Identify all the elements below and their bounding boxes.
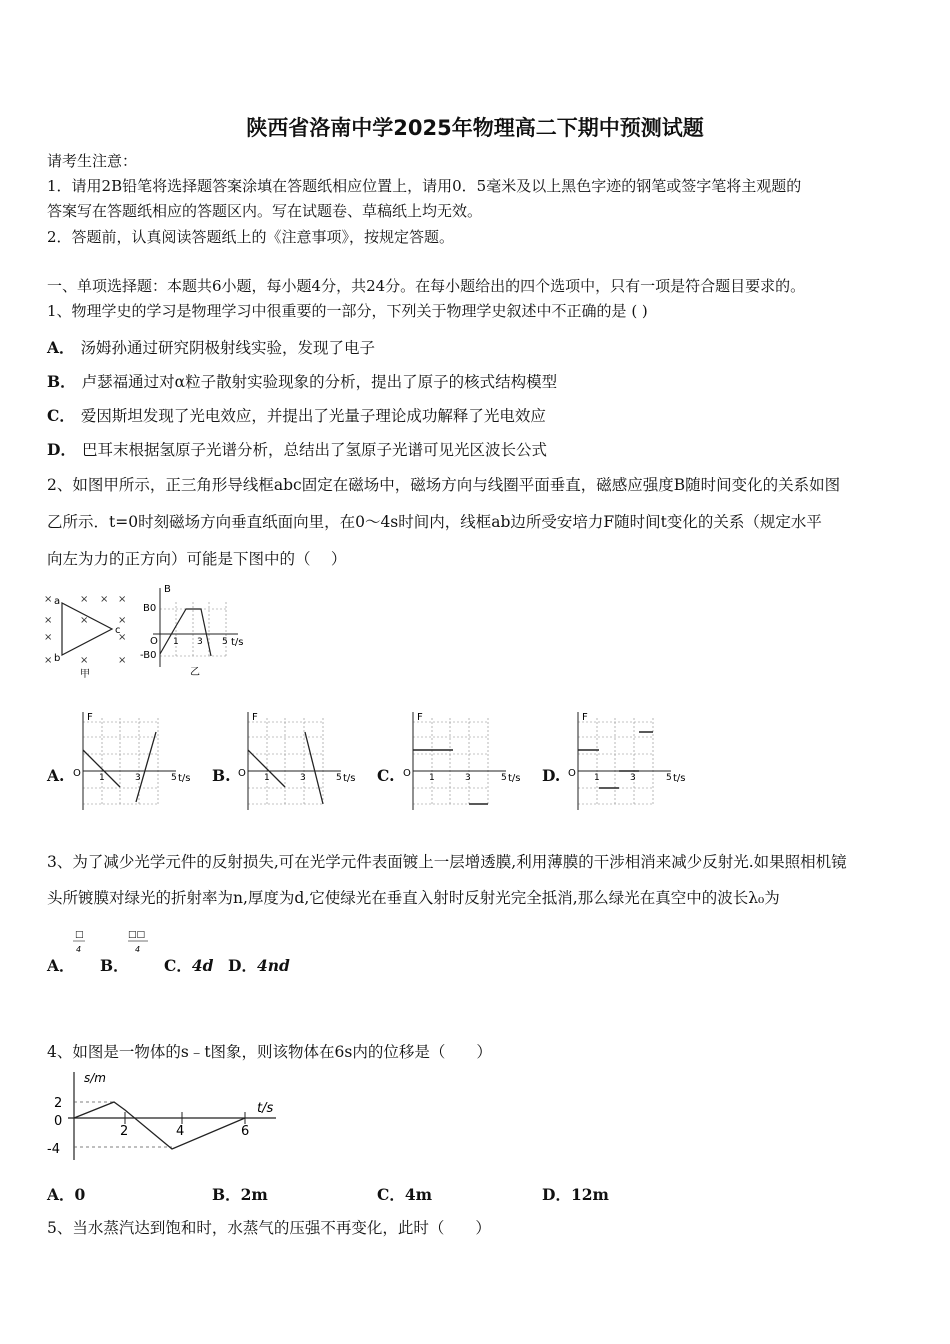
question-1-option-b [47, 370, 557, 392]
option-text: 4m [404, 1185, 433, 1204]
question-1-option-d [47, 438, 547, 460]
axis-label-t: t/s [673, 773, 686, 784]
tick-5: 5 [666, 773, 672, 783]
option-a-graph [68, 710, 208, 815]
axis-label-f: F [87, 712, 93, 723]
option-text: 卢瑟福通过对α粒子散射实验现象的分析，提出了原子的核式结构模型 [81, 373, 558, 391]
tick-1: 1 [99, 773, 105, 783]
option-text: 4nd [256, 956, 290, 975]
notice-heading: 请考生注意： [47, 152, 138, 170]
cross-mark: × [118, 615, 127, 626]
axis-label-b: B [164, 584, 171, 595]
notice-item-1-line-2: 答案写在答题纸相应的答题区内。写在试题卷、草稿纸上均无效。 [47, 202, 483, 220]
tick-y-2: 2 [54, 1096, 63, 1111]
question-3-line-2: 头所镀膜对绿光的折射率为n,厚度为d,它使绿光在垂直入射时反射光完全抵消,那么绿光在真空中的波长λ₀为 [47, 889, 780, 907]
section-heading: 一、单项选择题：本题共6小题，每小题4分，共24分。在每小题给出的四个选项中，只有一项是符合题目要求的。 [47, 277, 806, 295]
tick-1: 1 [594, 773, 600, 783]
tick-3: 3 [630, 773, 636, 783]
tick-1: 1 [429, 773, 435, 783]
option-b-graph [233, 710, 373, 815]
cross-mark: × [118, 655, 127, 666]
axis-label-t: t/s [231, 637, 244, 648]
cross-mark: × [80, 615, 89, 626]
option-text: 爱因斯坦发现了光电效应，并提出了光量子理论成功解释了光电效应 [80, 407, 546, 425]
question-2-option-b-label: B. [212, 766, 231, 785]
option-label: C． [377, 1185, 405, 1204]
tick-y-0: 0 [54, 1114, 63, 1129]
label-b0: B0 [143, 603, 157, 614]
fraction-numerator: □ [75, 930, 84, 940]
option-text: 0 [74, 1185, 86, 1204]
origin-label: O [568, 768, 576, 779]
tick-3: 3 [197, 637, 203, 647]
option-label: B． [47, 372, 76, 391]
tick-x-2: 2 [120, 1124, 129, 1139]
fraction-numerator: □□ [128, 930, 146, 940]
tick-3: 3 [465, 773, 471, 783]
question-3-option-b-label: B． [100, 956, 129, 975]
cross-mark: × [44, 615, 53, 626]
option-text: 2m [240, 1185, 268, 1204]
displacement-curve [74, 1102, 245, 1149]
question-2-option-d-label: D. [542, 766, 561, 785]
question-4-option-b [212, 1183, 268, 1205]
tick-1: 1 [173, 637, 179, 647]
axis-label-f: F [417, 712, 423, 723]
option-label: A． [47, 1185, 75, 1204]
option-c-graph [398, 710, 538, 815]
question-2-line-2: 乙所示．t=0时刻磁场方向垂直纸面向里，在0～4s时间内，线框ab边所受安培力F随时间t变化的关系（规定水平 [47, 513, 822, 531]
cross-mark: × [80, 655, 89, 666]
question-4-option-d [542, 1183, 609, 1205]
question-3-option-d [228, 954, 290, 976]
tick-3: 3 [135, 773, 141, 783]
tick-5: 5 [171, 773, 177, 783]
tick-x-4: 4 [176, 1124, 185, 1139]
question-3-option-c [164, 954, 213, 976]
tick-1: 1 [264, 773, 270, 783]
figure-yi [138, 582, 258, 677]
origin-label: O [238, 768, 246, 779]
label-neg-b0: -B0 [140, 650, 157, 661]
option-text: 巴耳末根据氢原子光谱分析，总结出了氢原子光谱可见光区波长公式 [81, 441, 547, 459]
option-label: C． [47, 406, 75, 425]
triangle-frame [62, 603, 112, 655]
cross-mark: × [44, 655, 53, 666]
notice-item-1-line-1: 1．请用2B铅笔将选择题答案涂填在答题纸相应位置上，请用0．5毫米及以上黑色字迹的钢笔或签字笔将主观题的 [47, 177, 802, 195]
option-label: A． [47, 338, 75, 357]
question-4-stem: 4、如图是一物体的s﹣t图象，则该物体在6s内的位移是（ ） [47, 1043, 492, 1061]
axis-label-t: t/s [508, 773, 521, 784]
cross-mark: × [80, 594, 89, 605]
question-2-line-1: 2、如图甲所示，正三角形导线框abc固定在磁场中，磁场方向与线圈平面垂直，磁感应强度B随时间变化的关系如图 [47, 476, 841, 494]
caption-jia: 甲 [80, 669, 90, 680]
notice-item-2: 2．答题前，认真阅读答题纸上的《注意事项》，按规定答题。 [47, 228, 455, 246]
fraction-denominator: 4 [135, 945, 141, 954]
vertex-c: c [115, 625, 121, 636]
question-4-option-a [47, 1183, 85, 1205]
origin-label: O [150, 636, 158, 647]
st-graph [44, 1068, 294, 1163]
question-3-line-1: 3、为了减少光学元件的反射损失,可在光学元件表面镀上一层增透膜,利用薄膜的干涉相消来减少反射光.如果照相机镜 [47, 853, 847, 871]
cross-mark: × [100, 594, 109, 605]
question-2-line-3: 向左为力的正方向）可能是下图中的（ ） [47, 550, 347, 568]
option-label: B． [212, 1185, 241, 1204]
question-4-option-c [377, 1183, 432, 1205]
option-text: 汤姆孙通过研究阴极射线实验，发现了电子 [80, 339, 376, 357]
axis-label-s: s/m [84, 1071, 106, 1085]
cross-mark: × [44, 632, 53, 643]
axis-label-f: F [582, 712, 588, 723]
figure-jia [40, 585, 135, 680]
option-label: D． [542, 1185, 571, 1204]
cross-mark: × [44, 594, 53, 605]
question-1-option-c [47, 404, 546, 426]
tick-x-6: 6 [241, 1124, 250, 1139]
option-text: 4d [191, 956, 214, 975]
tick-3: 3 [300, 773, 306, 783]
question-3-option-a-label: A． [47, 956, 75, 975]
option-b-fraction [127, 927, 151, 957]
axis-label-t: t/s [257, 1101, 274, 1116]
question-2-option-c-label: C. [377, 766, 395, 785]
option-d-graph [563, 710, 703, 815]
axis-label-f: F [252, 712, 258, 723]
tick-5: 5 [336, 773, 342, 783]
axis-label-t: t/s [343, 773, 356, 784]
force-segment [305, 732, 323, 804]
origin-label: O [403, 768, 411, 779]
cross-mark: × [118, 594, 127, 605]
tick-y-neg4: -4 [47, 1142, 60, 1157]
option-label: C． [164, 956, 192, 975]
origin-label: O [73, 768, 81, 779]
question-5-stem: 5、当水蒸汽达到饱和时，水蒸气的压强不再变化，此时（ ） [47, 1219, 491, 1237]
b-curve [160, 609, 211, 656]
page-title: 陕西省洛南中学2025年物理高二下期中预测试题 [246, 116, 704, 140]
axis-label-t: t/s [178, 773, 191, 784]
question-1-stem: 1、物理学史的学习是物理学习中很重要的一部分，下列关于物理学史叙述中不正确的是 ( ) [47, 302, 648, 320]
caption-yi: 乙 [190, 667, 200, 678]
question-2-option-a-label: A. [47, 766, 65, 785]
question-1-option-a [47, 336, 375, 358]
fraction-denominator: 4 [76, 945, 82, 954]
vertex-b: b [54, 653, 61, 664]
option-label: D． [47, 440, 76, 459]
option-a-fraction [72, 927, 88, 957]
option-text: 12m [570, 1185, 609, 1204]
cross-mark: × [118, 632, 127, 643]
tick-5: 5 [222, 637, 228, 647]
tick-5: 5 [501, 773, 507, 783]
option-label: D． [228, 956, 257, 975]
vertex-a: a [54, 596, 61, 607]
